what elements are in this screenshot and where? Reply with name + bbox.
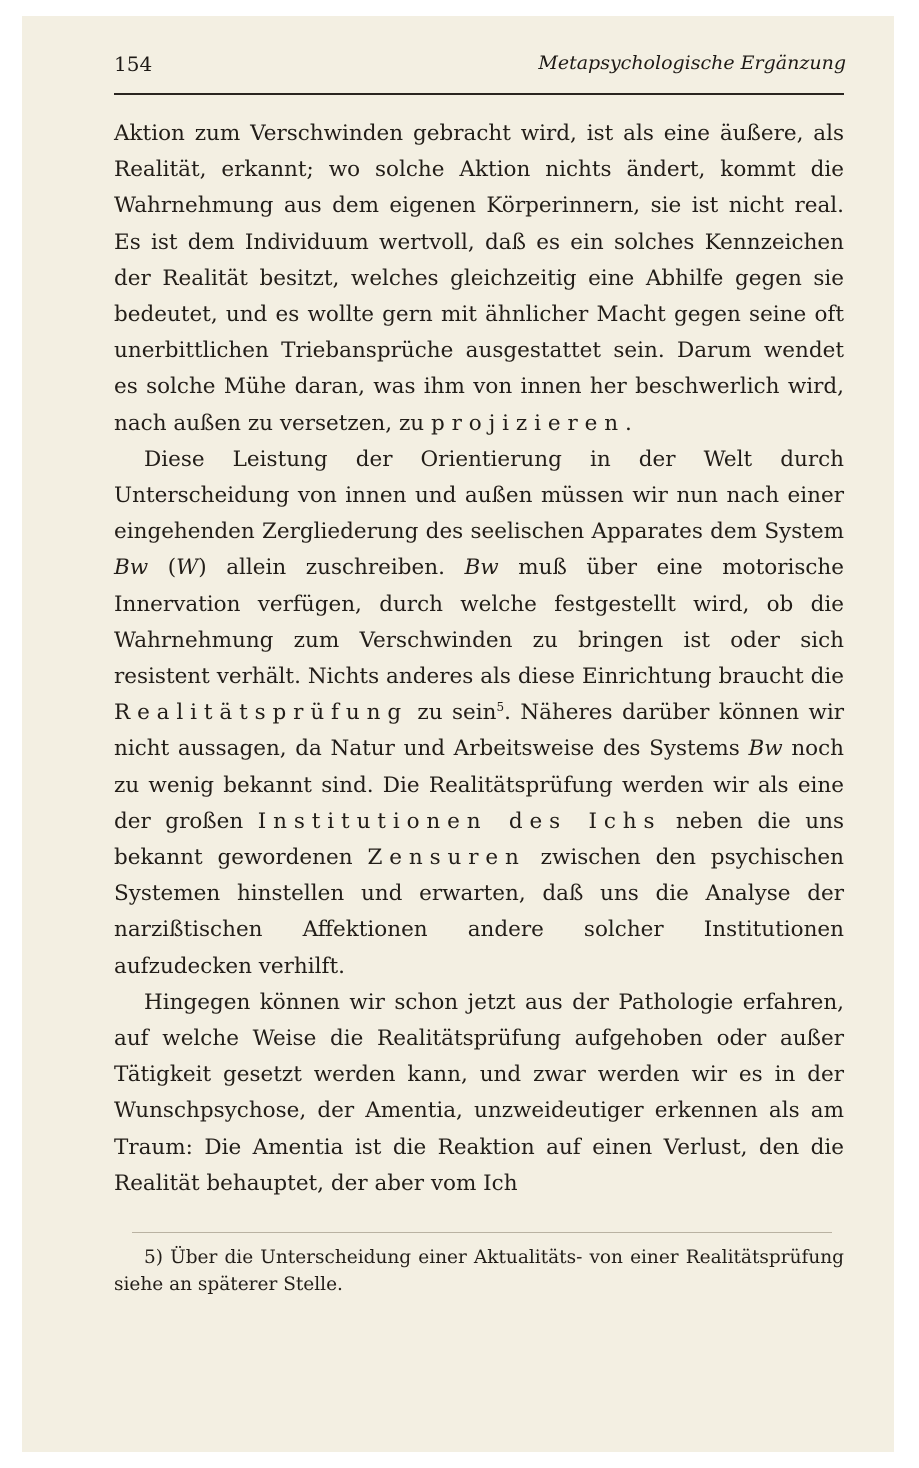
footnotes bbox=[114, 1244, 844, 1298]
main-text bbox=[114, 116, 844, 1202]
system-abbrev: Bw bbox=[748, 736, 783, 762]
paragraph-1: Aktion zum Verschwinden gebracht wird, ist als eine äußere, als Realität, erkannt; wo solche Aktion nichts ändert, kommt die Wahrnehmung aus dem eigenen Körperinnern, sie ist nicht real. Es ist dem Individuum wertvoll, daß es ein solches Kennzeichen der Realität besitzt, welches gleichzeitig eine Abhilfe gegen sie bedeutet, und es wollte gern mit ähnlicher Macht gegen seine oft unerbittlichen Triebansprüche ausgestattet sein. Darum wendet es solche Mühe daran, was ihm von innen her beschwerlich wird, nach außen zu versetzen, zu projizieren. bbox=[114, 121, 844, 436]
emphasis-spaced: Zensuren bbox=[367, 845, 526, 871]
system-abbrev: Bw bbox=[464, 555, 499, 581]
running-title: Metapsychologische Ergänzung bbox=[538, 52, 846, 74]
footnote-5: 5) Über die Unterscheidung einer Aktualitäts- von einer Realitätsprüfung siehe an späterer Stelle. bbox=[114, 1247, 844, 1295]
paragraph-2: Diese Leistung der Orientierung in der Welt durch Unterscheidung von innen und außen müssen wir nun nach einer eingehenden Zergliederung des seelischen Apparates dem System Bw (W) allein zuschreiben. Bw muß über eine motorische Innervation verfügen, durch welche festgestellt wird, ob die Wahrnehmung zum Verschwinden zu bringen ist oder sich resistent verhält. Nichts anderes als diese Einrichtung braucht die Realitätsprüfung zu sein$^5$. Näheres darüber können wir nicht aussagen, da Natur und Arbeitsweise des Systems Bw noch zu wenig bekannt sind. Die Realitätsprüfung werden wir als eine der großen Institutionen des Ichs neben die uns bekannt gewordenen Zensuren zwischen den psychischen Systemen hinstellen und erwarten, daß uns die Analyse der narzißtischen Affektionen andere solcher Institutionen aufzudecken verhilft. bbox=[114, 446, 845, 979]
system-abbrev: Bw bbox=[114, 555, 149, 581]
footnote-marker: 5) bbox=[144, 1247, 163, 1268]
footnote-divider bbox=[132, 1232, 832, 1233]
emphasis-spaced: projizieren bbox=[430, 410, 625, 436]
emphasis-spaced: Realitätsprüfung bbox=[114, 700, 408, 726]
emphasis-spaced: Institutionen des Ichs bbox=[257, 808, 662, 834]
page-number: 154 bbox=[114, 52, 153, 76]
header-rule bbox=[114, 93, 844, 95]
paragraph-3: Hingegen können wir schon jetzt aus der Pathologie erfahren, auf welche Weise die Realitätsprüfung aufgehoben oder außer Tätigkeit gesetzt werden kann, und zwar werden wir es in der Wunschpsychose, der Amentia, unzweideutiger erkennen als am Traum: Die Amentia ist die Reaktion auf einen Verlust, den die Realität behauptet, der aber vom Ich bbox=[114, 989, 844, 1196]
system-abbrev: W bbox=[176, 555, 199, 581]
page-header bbox=[114, 48, 846, 88]
footnote-reference[interactable]: 5 bbox=[496, 700, 505, 715]
